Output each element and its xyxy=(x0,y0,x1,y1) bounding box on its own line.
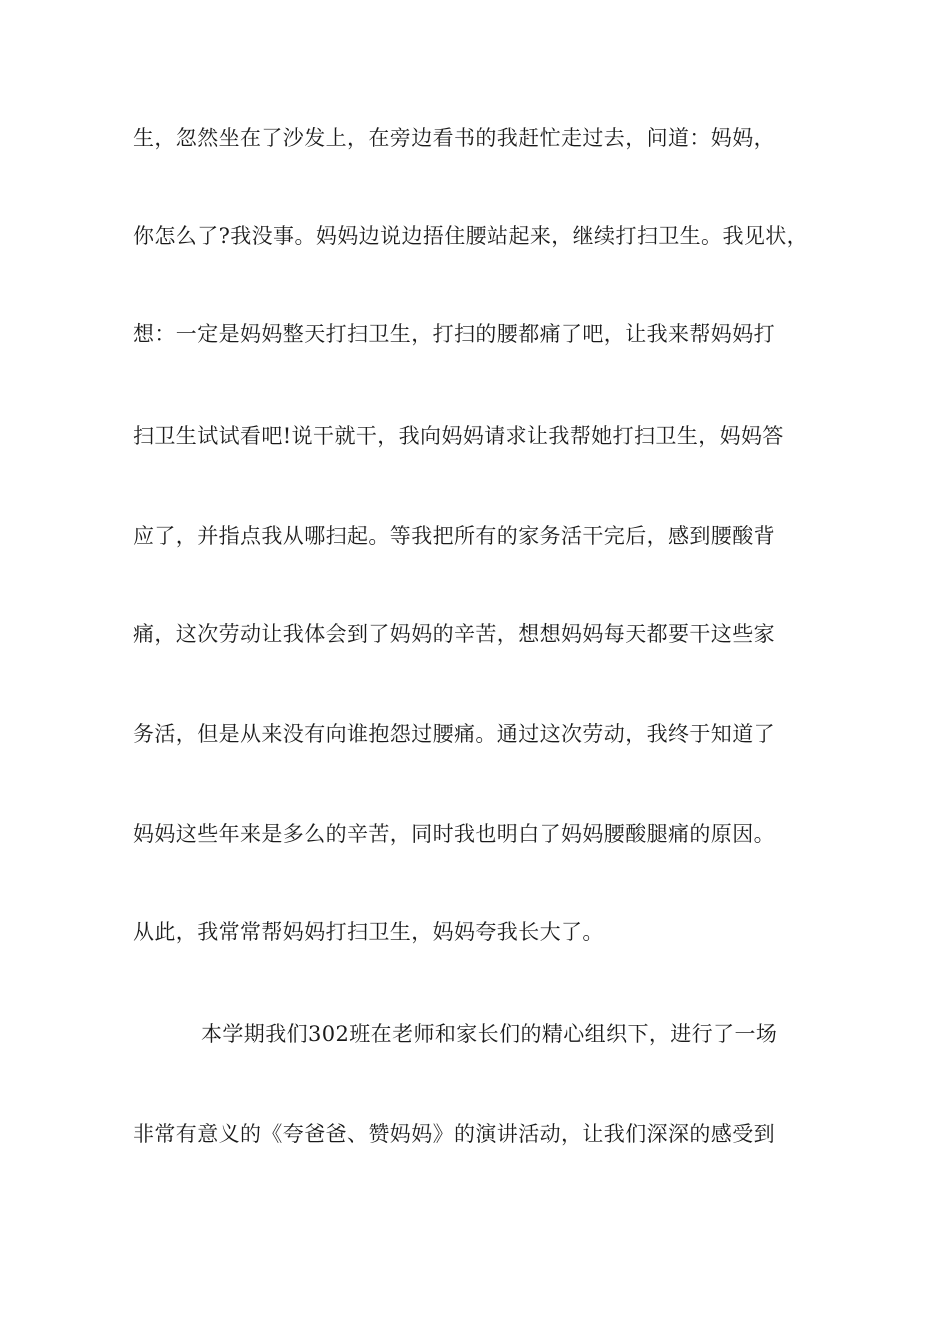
paragraph-line: 扫卫生试试看吧!说干就干，我向妈妈请求让我帮她打扫卫生，妈妈答 xyxy=(133,424,784,448)
paragraph-line: 非常有意义的《夸爸爸、赞妈妈》的演讲活动，让我们深深的感受到 xyxy=(133,1122,775,1146)
paragraph-line: 你怎么了?我没事。妈妈边说边捂住腰站起来，继续打扫卫生。我见状， xyxy=(133,224,809,248)
paragraph-line: 务活，但是从来没有向谁抱怨过腰痛。通过这次劳动，我终于知道了 xyxy=(133,722,775,746)
paragraph-line: 生，忽然坐在了沙发上，在旁边看书的我赶忙走过去，问道：妈妈， xyxy=(133,126,775,150)
paragraph-line: 想：一定是妈妈整天打扫卫生，打扫的腰都痛了吧，让我来帮妈妈打 xyxy=(133,322,775,346)
paragraph-line: 妈妈这些年来是多么的辛苦，同时我也明白了妈妈腰酸腿痛的原因。 xyxy=(133,822,775,846)
paragraph-line: 应了，并指点我从哪扫起。等我把所有的家务活干完后，感到腰酸背 xyxy=(133,524,775,548)
paragraph-line: 从此，我常常帮妈妈打扫卫生，妈妈夸我长大了。 xyxy=(133,920,604,944)
paragraph-line: 痛，这次劳动让我体会到了妈妈的辛苦，想想妈妈每天都要干这些家 xyxy=(133,622,775,646)
paragraph-first-line: 本学期我们302班在老师和家长们的精心组织下，进行了一场 xyxy=(201,1022,778,1046)
